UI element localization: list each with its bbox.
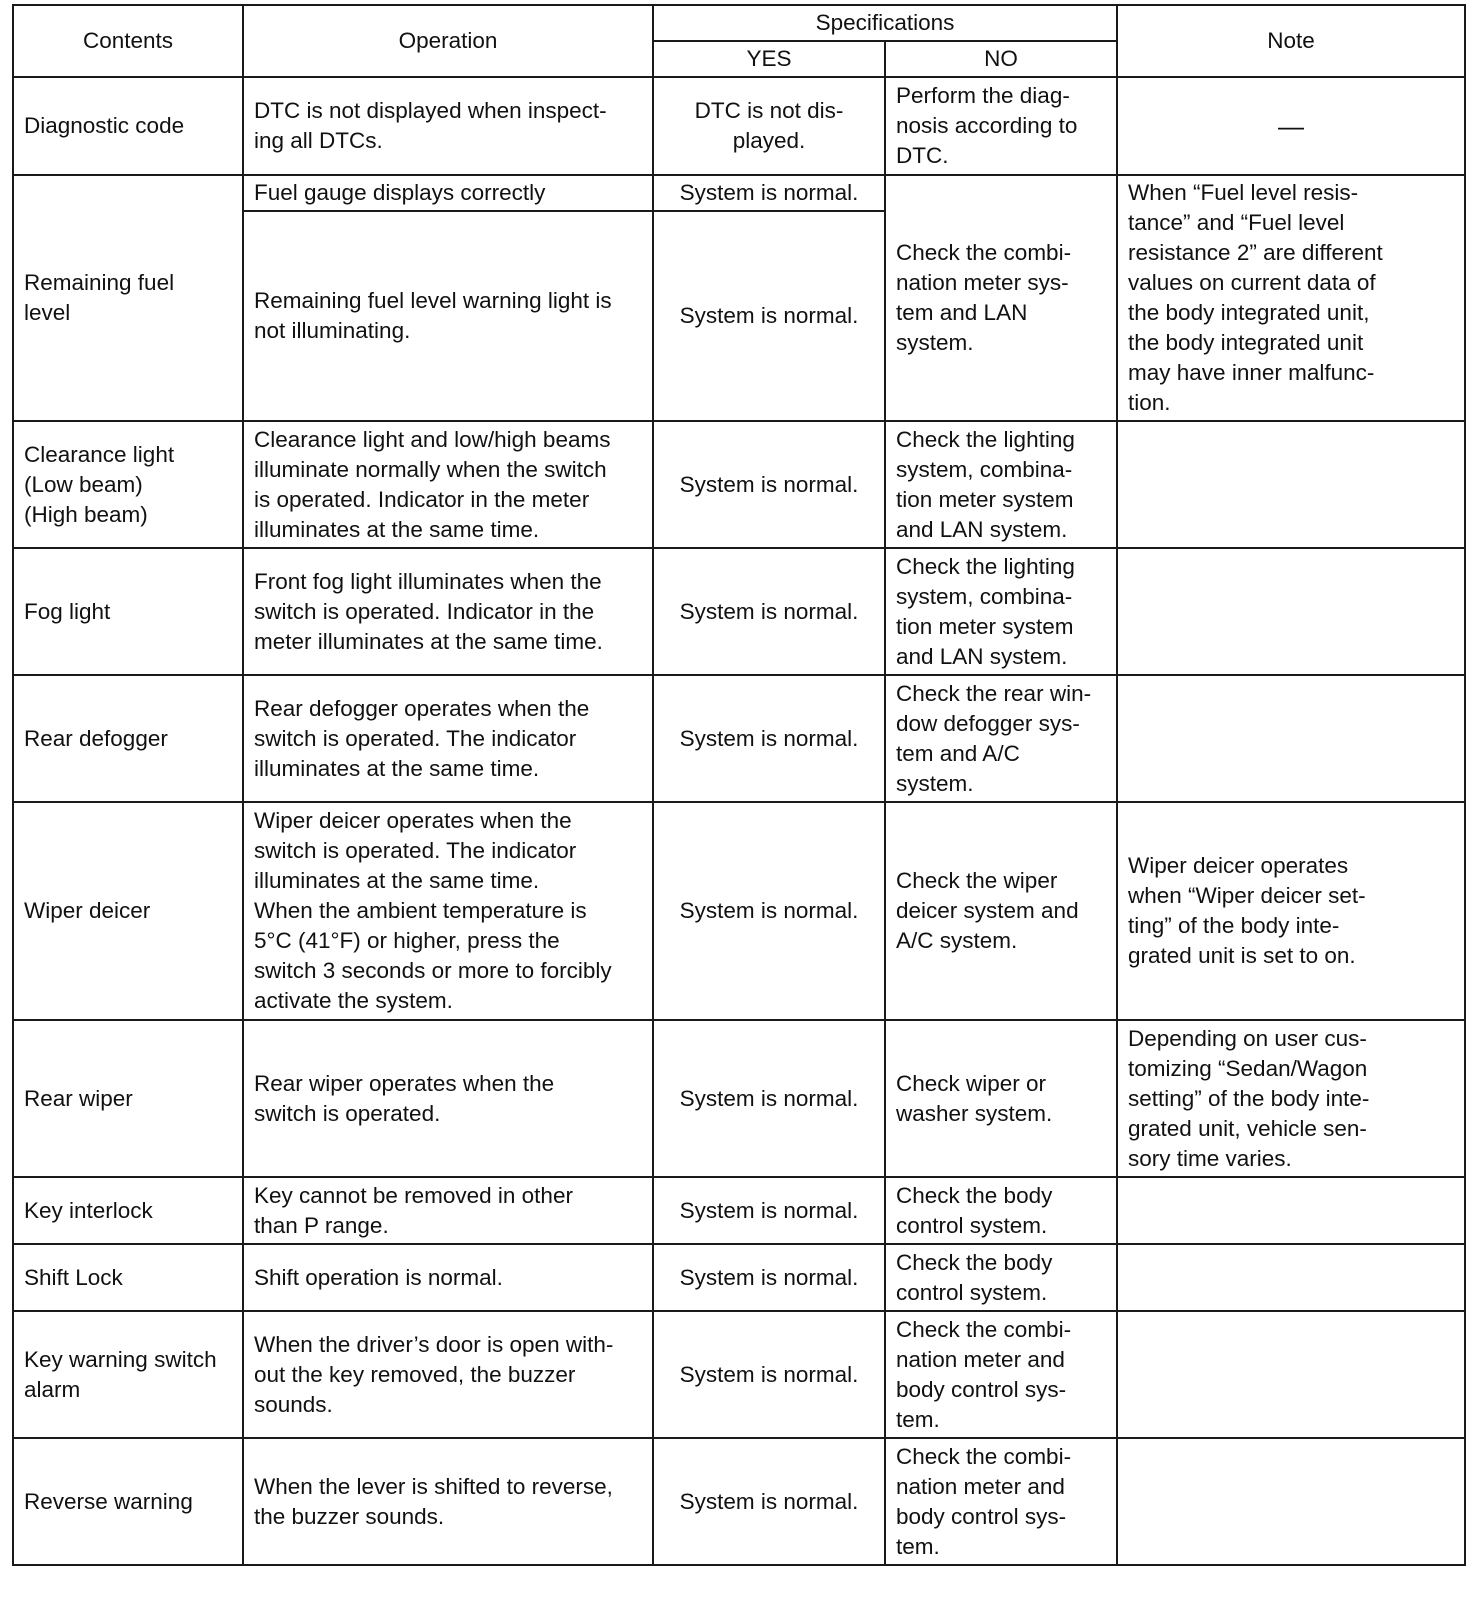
table-row bbox=[13, 1244, 1465, 1311]
table-row bbox=[13, 675, 1465, 802]
yes-cell: System is normal. bbox=[653, 675, 885, 802]
operation-cell: DTC is not displayed when inspect- ing all DTCs. bbox=[243, 77, 653, 175]
no-cell: Check wiper or washer system. bbox=[885, 1020, 1117, 1177]
no-cell: Check the lighting system, combina- tion meter system and LAN system. bbox=[885, 421, 1117, 548]
contents-cell: Key warning switch alarm bbox=[13, 1311, 243, 1438]
yes-cell: System is normal. bbox=[653, 1438, 885, 1565]
yes-cell: System is normal. bbox=[653, 802, 885, 1020]
no-cell: Check the combi- nation meter and body control sys- tem. bbox=[885, 1438, 1117, 1565]
no-cell: Check the rear win- dow defogger sys- tem and A/C system. bbox=[885, 675, 1117, 802]
no-cell: Check the combi- nation meter and body control sys- tem. bbox=[885, 1311, 1117, 1438]
operation-cell: Front fog light illuminates when the switch is operated. Indicator in the meter illuminates at the same time. bbox=[243, 548, 653, 675]
operation-cell: Shift operation is normal. bbox=[243, 1244, 653, 1311]
operation-cell: When the lever is shifted to reverse, the buzzer sounds. bbox=[243, 1438, 653, 1565]
inspection-table bbox=[12, 4, 1466, 1566]
contents-cell: Fog light bbox=[13, 548, 243, 675]
operation-cell: Rear defogger operates when the switch is operated. The indicator illuminates at the same time. bbox=[243, 675, 653, 802]
operation-cell: When the driver’s door is open with- out the key removed, the buzzer sounds. bbox=[243, 1311, 653, 1438]
yes-cell: System is normal. bbox=[653, 1020, 885, 1177]
contents-cell: Key interlock bbox=[13, 1177, 243, 1244]
contents-cell: Wiper deicer bbox=[13, 802, 243, 1020]
note-cell: — bbox=[1117, 77, 1465, 175]
table-row bbox=[13, 1438, 1465, 1565]
no-cell: Check the body control system. bbox=[885, 1244, 1117, 1311]
no-header: NO bbox=[885, 41, 1117, 77]
yes-cell: System is normal. bbox=[653, 421, 885, 548]
contents-cell: Rear wiper bbox=[13, 1020, 243, 1177]
no-cell: Check the combi- nation meter sys- tem and LAN system. bbox=[885, 175, 1117, 421]
specifications-header: Specifications bbox=[653, 5, 1117, 41]
note-cell bbox=[1117, 1438, 1465, 1565]
operation-cell: Remaining fuel level warning light is not illuminating. bbox=[243, 211, 653, 421]
yes-cell: System is normal. bbox=[653, 1311, 885, 1438]
note-cell: Depending on user cus- tomizing “Sedan/Wagon setting” of the body inte- grated unit, vehicle sen- sory time varies. bbox=[1117, 1020, 1465, 1177]
contents-cell: Remaining fuel level bbox=[13, 175, 243, 421]
operation-cell: Rear wiper operates when the switch is operated. bbox=[243, 1020, 653, 1177]
no-cell: Perform the diag- nosis according to DTC. bbox=[885, 77, 1117, 175]
header-row bbox=[13, 5, 1465, 41]
note-header: Note bbox=[1117, 5, 1465, 77]
table-row bbox=[13, 1020, 1465, 1177]
note-cell: When “Fuel level resis- tance” and “Fuel level resistance 2” are different values on current data of the body integrated unit, the body integrated unit may have inner malfunc- tion. bbox=[1117, 175, 1465, 421]
table-row bbox=[13, 77, 1465, 175]
contents-header: Contents bbox=[13, 5, 243, 77]
yes-cell: System is normal. bbox=[653, 1244, 885, 1311]
contents-cell: Shift Lock bbox=[13, 1244, 243, 1311]
note-cell bbox=[1117, 421, 1465, 548]
operation-header: Operation bbox=[243, 5, 653, 77]
table-row bbox=[13, 802, 1465, 1020]
yes-cell: System is normal. bbox=[653, 211, 885, 421]
contents-cell: Clearance light (Low beam) (High beam) bbox=[13, 421, 243, 548]
note-cell bbox=[1117, 1244, 1465, 1311]
yes-cell: System is normal. bbox=[653, 175, 885, 211]
yes-header: YES bbox=[653, 41, 885, 77]
operation-cell: Key cannot be removed in other than P range. bbox=[243, 1177, 653, 1244]
operation-cell: Fuel gauge displays correctly bbox=[243, 175, 653, 211]
note-cell bbox=[1117, 548, 1465, 675]
yes-cell: System is normal. bbox=[653, 548, 885, 675]
table-row bbox=[13, 175, 1465, 211]
contents-cell: Diagnostic code bbox=[13, 77, 243, 175]
no-cell: Check the lighting system, combina- tion meter system and LAN system. bbox=[885, 548, 1117, 675]
no-cell: Check the body control system. bbox=[885, 1177, 1117, 1244]
table-row bbox=[13, 548, 1465, 675]
contents-cell: Rear defogger bbox=[13, 675, 243, 802]
yes-cell: DTC is not dis- played. bbox=[653, 77, 885, 175]
table-row bbox=[13, 1311, 1465, 1438]
operation-cell: Wiper deicer operates when the switch is operated. The indicator illuminates at the same time. When the ambient temperature is 5°C (41°F) or higher, press the switch 3 seconds or more to forcibly activate the system. bbox=[243, 802, 653, 1020]
note-cell bbox=[1117, 1177, 1465, 1244]
contents-cell: Reverse warning bbox=[13, 1438, 243, 1565]
note-cell bbox=[1117, 1311, 1465, 1438]
note-cell bbox=[1117, 675, 1465, 802]
yes-cell: System is normal. bbox=[653, 1177, 885, 1244]
table-row bbox=[13, 421, 1465, 548]
operation-cell: Clearance light and low/high beams illuminate normally when the switch is operated. Indicator in the meter illuminates at the same time. bbox=[243, 421, 653, 548]
table-row bbox=[13, 1177, 1465, 1244]
note-cell: Wiper deicer operates when “Wiper deicer set- ting” of the body inte- grated unit is set to on. bbox=[1117, 802, 1465, 1020]
no-cell: Check the wiper deicer system and A/C system. bbox=[885, 802, 1117, 1020]
